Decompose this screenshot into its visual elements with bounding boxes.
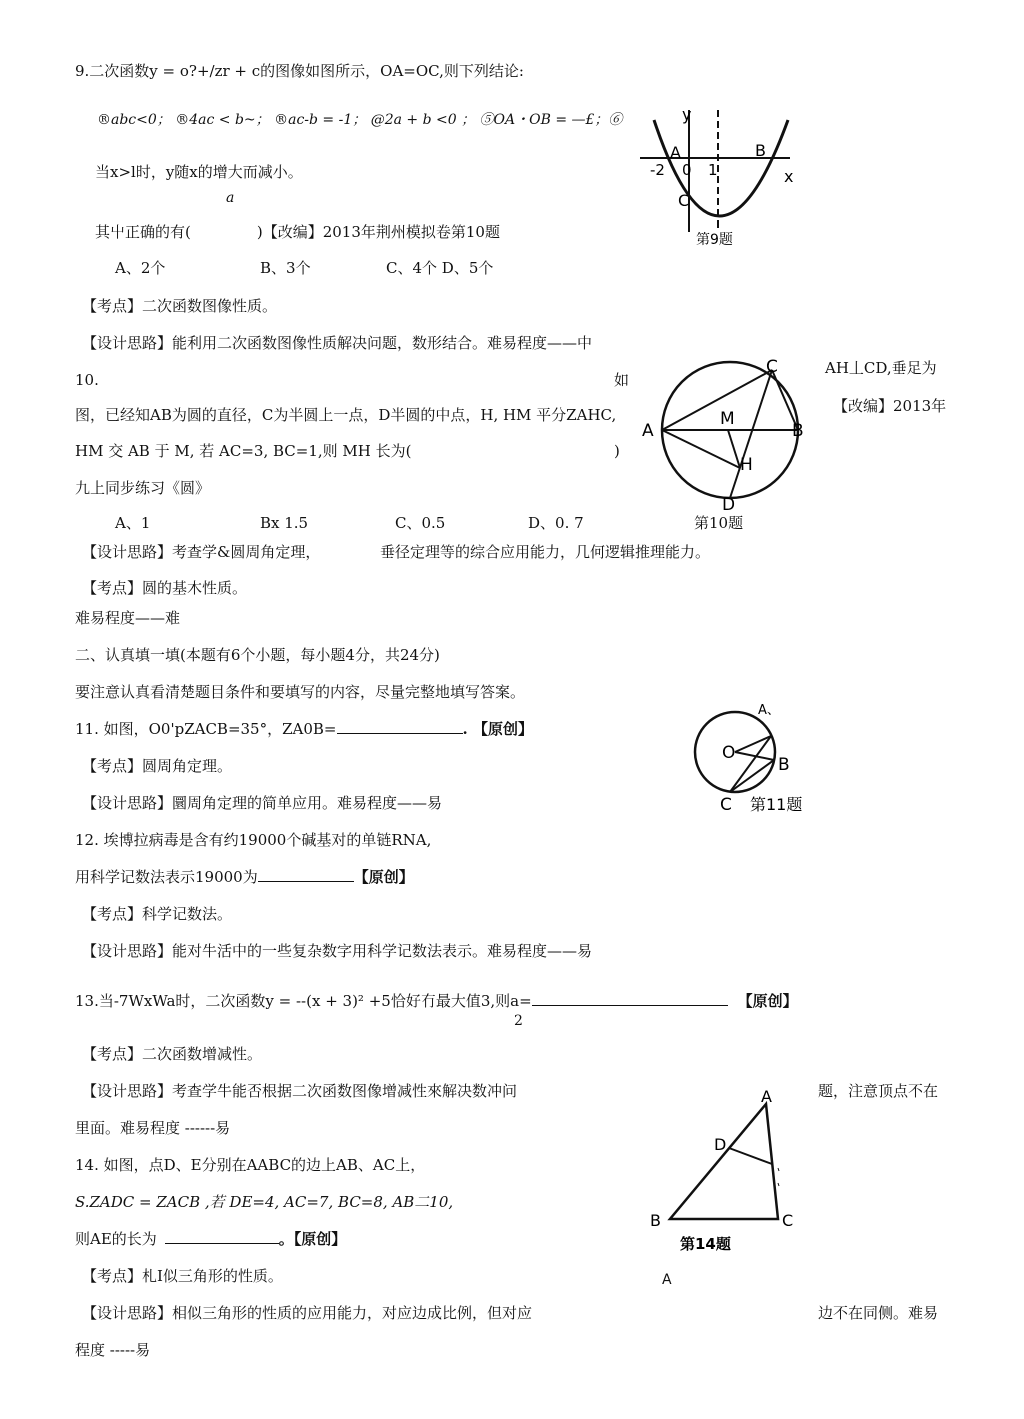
fig10-point-a: A bbox=[642, 421, 654, 441]
fig9-x-label: x bbox=[784, 167, 794, 186]
fig9-tick-1: 1 bbox=[708, 161, 718, 179]
section-2-title: 二、认真填一填(本题有6个小题，每小题4分，共24分) bbox=[75, 646, 440, 664]
q13-answer-blank[interactable] bbox=[532, 991, 728, 1006]
q10-right-2: 【改编】2013年 bbox=[833, 397, 947, 415]
fig11-point-c: C bbox=[720, 795, 732, 815]
fig11-point-a: A、 bbox=[758, 703, 780, 718]
q13-level: 里面。难易程度 ------易 bbox=[75, 1119, 231, 1137]
q10-option-c: C、0.5 bbox=[395, 514, 446, 532]
q9-ask-text: 其屮正确的有( bbox=[95, 223, 191, 241]
q10-ru: 如 bbox=[614, 371, 630, 389]
q13-line-1 bbox=[75, 991, 798, 1011]
figure-14-triangle bbox=[648, 1088, 798, 1253]
q13-tag: 【原创】 bbox=[737, 992, 798, 1010]
q12-line-1: 12. 埃博拉病毒是含有约19000个碱基对的单链RNA, bbox=[75, 831, 432, 849]
q9-sheji: 【设计思路】能利用二次函数图像性质解决问题，数形结合。难易程度——中 bbox=[82, 334, 593, 352]
q9-source: )【改编】2013年荆州模拟卷第10题 bbox=[256, 223, 500, 241]
q12-kaodian: 【考点】科学记数法。 bbox=[82, 905, 233, 923]
fig14-point-c: C bbox=[782, 1211, 794, 1230]
q9-option-b: B、3个 bbox=[260, 259, 311, 277]
q10-line-2: HM 交 AB 于 M, 若 AC=3, BC=1,则 MH 长为( bbox=[75, 442, 412, 460]
q11-sheji: 【设计思路】圜周角定理的简单应用。难易程度——易 bbox=[82, 794, 443, 812]
q10-option-a: A、1 bbox=[115, 514, 151, 532]
q10-option-d: D、0. 7 bbox=[528, 514, 584, 532]
q14-stray-a: A bbox=[662, 1272, 672, 1288]
q10-line-1: 图，已经知AB为圆的直径，C为半圆上一点，D半圆的中点，H, HM 平分ZAHC, bbox=[75, 406, 617, 424]
fig10-point-c: C bbox=[766, 357, 778, 377]
q10-line-3: 九上同步练习《圆》 bbox=[75, 479, 211, 497]
q11-kaodian: 【考点】圆周角定理。 bbox=[82, 757, 233, 775]
q9-kaodian: 【考点】二次函数图像性质。 bbox=[82, 297, 278, 315]
q9-option-a: A、2个 bbox=[115, 259, 166, 277]
fig14-point-d: D bbox=[714, 1135, 727, 1154]
q14-level: 程度 -----易 bbox=[75, 1341, 151, 1359]
fig14-caption: 第14题 bbox=[680, 1235, 731, 1253]
fig10-point-b: B bbox=[792, 421, 804, 441]
fig9-y-label: y bbox=[682, 105, 692, 124]
q13-kaodian: 【考点】二次函数增减性。 bbox=[82, 1045, 263, 1063]
q9-item6: 当x>l时，y随x的增大而减小。 bbox=[95, 163, 303, 181]
q9-items: ®abc<0； ®4ac < b~； ®ac-b = -1； @2a + b <0 ； ⑤OA・OB = —£；⑥ bbox=[97, 112, 623, 128]
q10-level: 难易程度——难 bbox=[75, 609, 181, 627]
fig9-point-b: B bbox=[755, 141, 766, 160]
figure-9-parabola bbox=[640, 102, 810, 252]
q10-kaodian: 【考点】圆的基木性质。 bbox=[82, 579, 248, 597]
q14-text: 则AE的长为 bbox=[75, 1230, 157, 1248]
q12-text: 用科学记数法表示19000为 bbox=[75, 868, 258, 886]
q10-sheji: 【设计思路】考查学&圆周角定理， bbox=[82, 543, 321, 561]
q10-sheji-2: 垂径定理等的综合应用能力，几何逻辑推理能力。 bbox=[380, 543, 711, 561]
q10-right-1: AH丄CD,垂足为 bbox=[825, 359, 937, 377]
q14-line-3 bbox=[75, 1229, 346, 1249]
fig14-point-a: A bbox=[761, 1087, 772, 1106]
fig9-caption: 第9题 bbox=[696, 232, 733, 248]
q13-fraction-den: 2 bbox=[514, 1013, 523, 1029]
q9-stem: 9.二次函数y = o?+/zr + c的图像如图所示，OA=OC,则下列结论: bbox=[75, 62, 524, 80]
q11-answer-blank[interactable] bbox=[337, 719, 463, 734]
q14-sheji: 【设计思路】相似三角形的性质的应用能力，对应边成比例，但对应 bbox=[82, 1304, 533, 1322]
q9-frac-den: a bbox=[226, 190, 235, 206]
q9-option-cd: C、4个 D、5个 bbox=[386, 259, 494, 277]
q14-line-1: 14. 如图，点D、E分别在AABC的边上AB、AC上， bbox=[75, 1156, 426, 1174]
segment-ah bbox=[662, 430, 740, 468]
q14-tag: 。【原创】 bbox=[278, 1230, 347, 1248]
fig11-point-o: O bbox=[722, 743, 736, 763]
q13-sheji: 【设计思路】考查学牛能否根据二次函数图像增减性來解决数冲问 bbox=[82, 1082, 518, 1100]
q12-answer-blank[interactable] bbox=[258, 867, 354, 882]
section-2-note: 要注意认真看清楚题目条件和要填写的内容，尽量完整地填写答案。 bbox=[75, 683, 526, 701]
fig11-point-b: B bbox=[778, 755, 790, 775]
q9-ask bbox=[95, 222, 500, 242]
q13-sheji-right: 题，注意顶点不在 bbox=[818, 1082, 939, 1100]
fig9-point-c: C bbox=[678, 191, 690, 210]
q14-sheji-right: 边不在同侧。难易 bbox=[818, 1304, 939, 1322]
q12-line-2 bbox=[75, 867, 414, 887]
q10-number: 10. bbox=[75, 371, 99, 389]
q10-caption: 第10题 bbox=[694, 514, 744, 532]
q12-tag: 【原创】 bbox=[353, 868, 414, 886]
q11-text: 11. 如图，O0'pZACB=35°，ZA0B= bbox=[75, 720, 337, 738]
q14-line-2: S.ZADC = ZACB ,若 DE=4, AC=7, BC=8, AB二10, bbox=[75, 1193, 454, 1211]
fig11-caption: 第11题 bbox=[750, 795, 803, 814]
q12-sheji: 【设计思路】能对牛活中的一些复杂数字用科学记数法表示。难易程度——易 bbox=[82, 942, 593, 960]
figure-11-circle bbox=[690, 700, 830, 815]
q10-option-b: Bx 1.5 bbox=[260, 514, 309, 532]
q14-kaodian: 【考点】札I似三角形的性质。 bbox=[82, 1267, 283, 1285]
figure-10-circle bbox=[640, 352, 820, 515]
fig14-point-b: B bbox=[650, 1211, 661, 1230]
fig10-point-h: H bbox=[740, 455, 753, 475]
fig9-point-a: A bbox=[670, 143, 681, 162]
q14-answer-blank[interactable] bbox=[165, 1229, 279, 1244]
triangle-abc bbox=[670, 1104, 778, 1219]
q11-tag: . 【原创】 bbox=[462, 720, 533, 738]
parabola-curve bbox=[654, 120, 788, 216]
q13-text: 13.当-7WxWa时，二次函数y = --(x + 3)² +5恰好冇最大值3,则a= bbox=[75, 992, 532, 1010]
q10-paren-close: ) bbox=[614, 442, 620, 460]
q11-line bbox=[75, 719, 533, 739]
fig10-point-m: M bbox=[720, 409, 735, 429]
fig9-tick-minus2: -2 bbox=[650, 161, 665, 179]
fig10-point-d: D bbox=[722, 495, 736, 515]
segment-de bbox=[729, 1148, 772, 1164]
fig9-origin: 0 bbox=[682, 161, 692, 179]
